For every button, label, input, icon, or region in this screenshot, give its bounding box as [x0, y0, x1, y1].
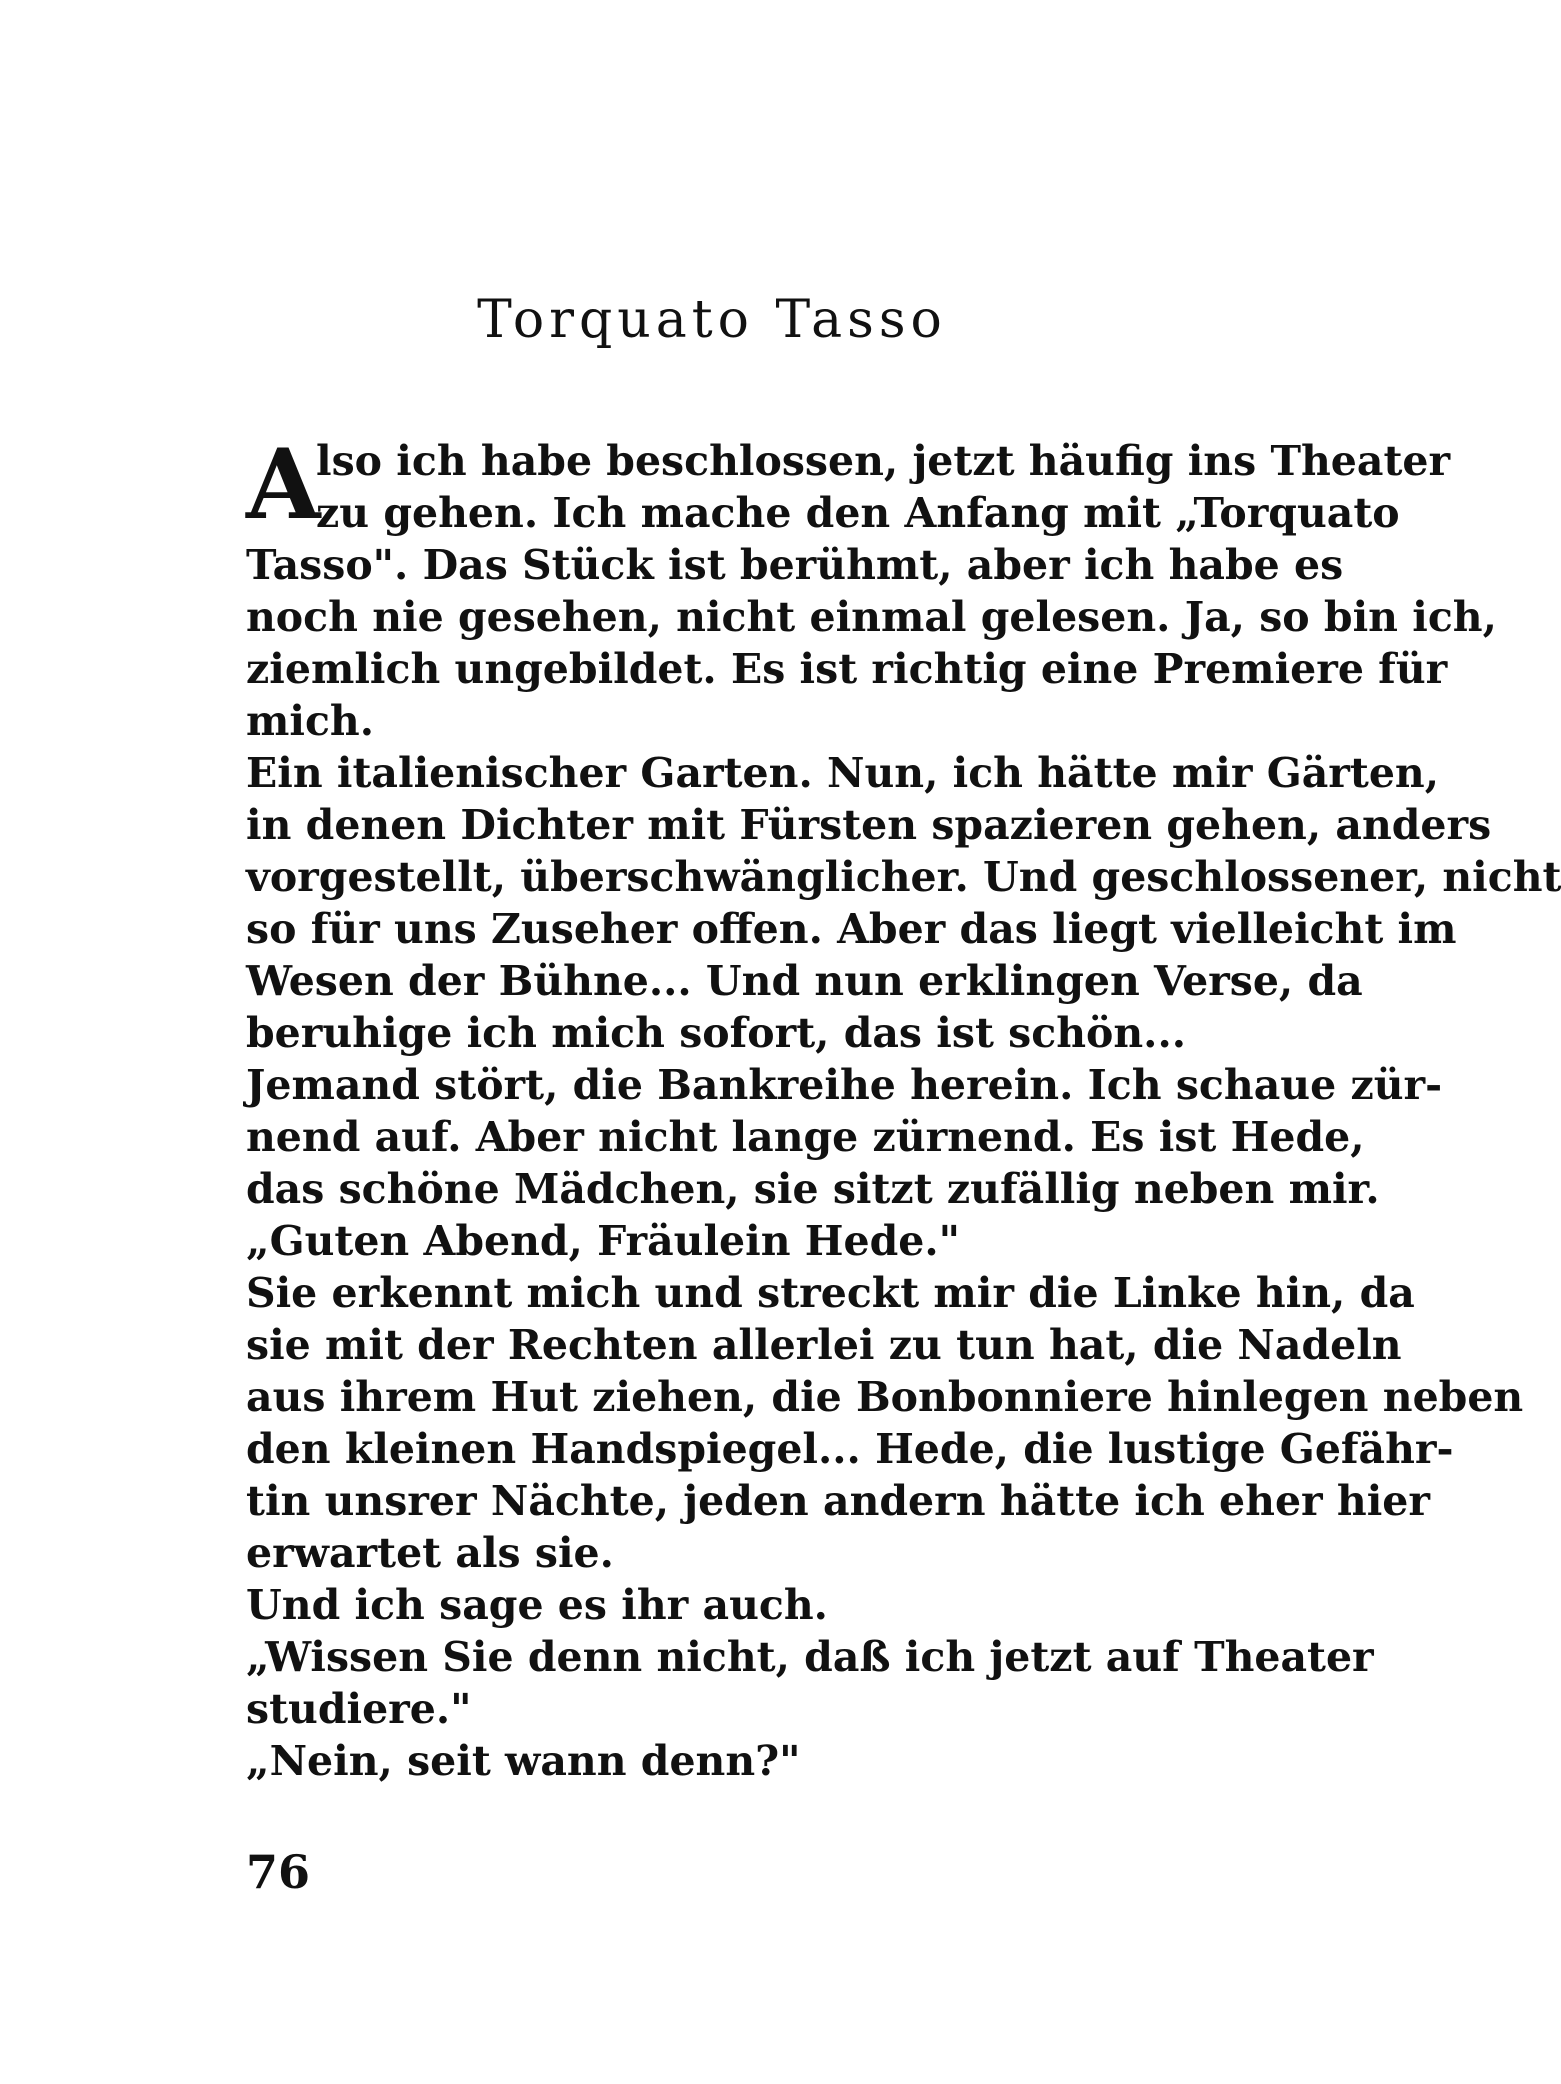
text-line: erwartet als sie.: [246, 1529, 614, 1577]
text-line: tin unsrer Nächte, jeden andern hätte ich eher hier: [246, 1477, 1430, 1525]
text-line: Ein italienischer Garten. Nun, ich hätte mir Gärten,: [246, 749, 1439, 797]
text-line: noch nie gesehen, nicht einmal gelesen. Ja, so bin ich,: [246, 593, 1497, 641]
text-line: Sie erkennt mich und streckt mir die Linke hin, da: [246, 1269, 1415, 1317]
text-line: mich.: [246, 697, 375, 745]
text-line: lso ich habe beschlossen, jetzt häufig ins Theater: [316, 437, 1451, 485]
body-text: [246, 428, 1561, 1787]
text-line: beruhige ich mich sofort, das ist schön...: [246, 1009, 1186, 1057]
text-line: Tasso". Das Stück ist berühmt, aber ich habe es: [246, 541, 1344, 589]
text-line: aus ihrem Hut ziehen, die Bonbonniere hinlegen neben: [246, 1373, 1524, 1421]
chapter-title: Torquato Tasso: [477, 290, 947, 350]
text-line: vorgestellt, überschwänglicher. Und geschlossener, nicht: [246, 853, 1561, 901]
text-line: studiere.": [246, 1685, 472, 1733]
text-line: so für uns Zuseher offen. Aber das liegt vielleicht im: [246, 905, 1457, 953]
text-line: den kleinen Handspiegel... Hede, die lustige Gefähr-: [246, 1425, 1454, 1473]
text-line: „Nein, seit wann denn?": [246, 1737, 801, 1785]
text-line: Jemand stört, die Bankreihe herein. Ich schaue zür-: [246, 1061, 1443, 1109]
text-line: Und ich sage es ihr auch.: [246, 1581, 828, 1629]
text-line: in denen Dichter mit Fürsten spazieren gehen, anders: [246, 801, 1492, 849]
text-line: „Wissen Sie denn nicht, daß ich jetzt auf Theater: [246, 1633, 1374, 1681]
text-line: ziemlich ungebildet. Es ist richtig eine Premiere für: [246, 645, 1448, 693]
text-line: Wesen der Bühne... Und nun erklingen Verse, da: [246, 957, 1363, 1005]
drop-cap: A: [246, 428, 321, 541]
text-line: nend auf. Aber nicht lange zürnend. Es ist Hede,: [246, 1113, 1365, 1161]
text-line: zu gehen. Ich mache den Anfang mit „Torquato: [316, 489, 1400, 537]
page-number: 76: [246, 1845, 311, 1899]
text-line: das schöne Mädchen, sie sitzt zufällig neben mir.: [246, 1165, 1380, 1213]
text-line: „Guten Abend, Fräulein Hede.": [246, 1217, 960, 1265]
text-line: sie mit der Rechten allerlei zu tun hat, die Nadeln: [246, 1321, 1402, 1369]
